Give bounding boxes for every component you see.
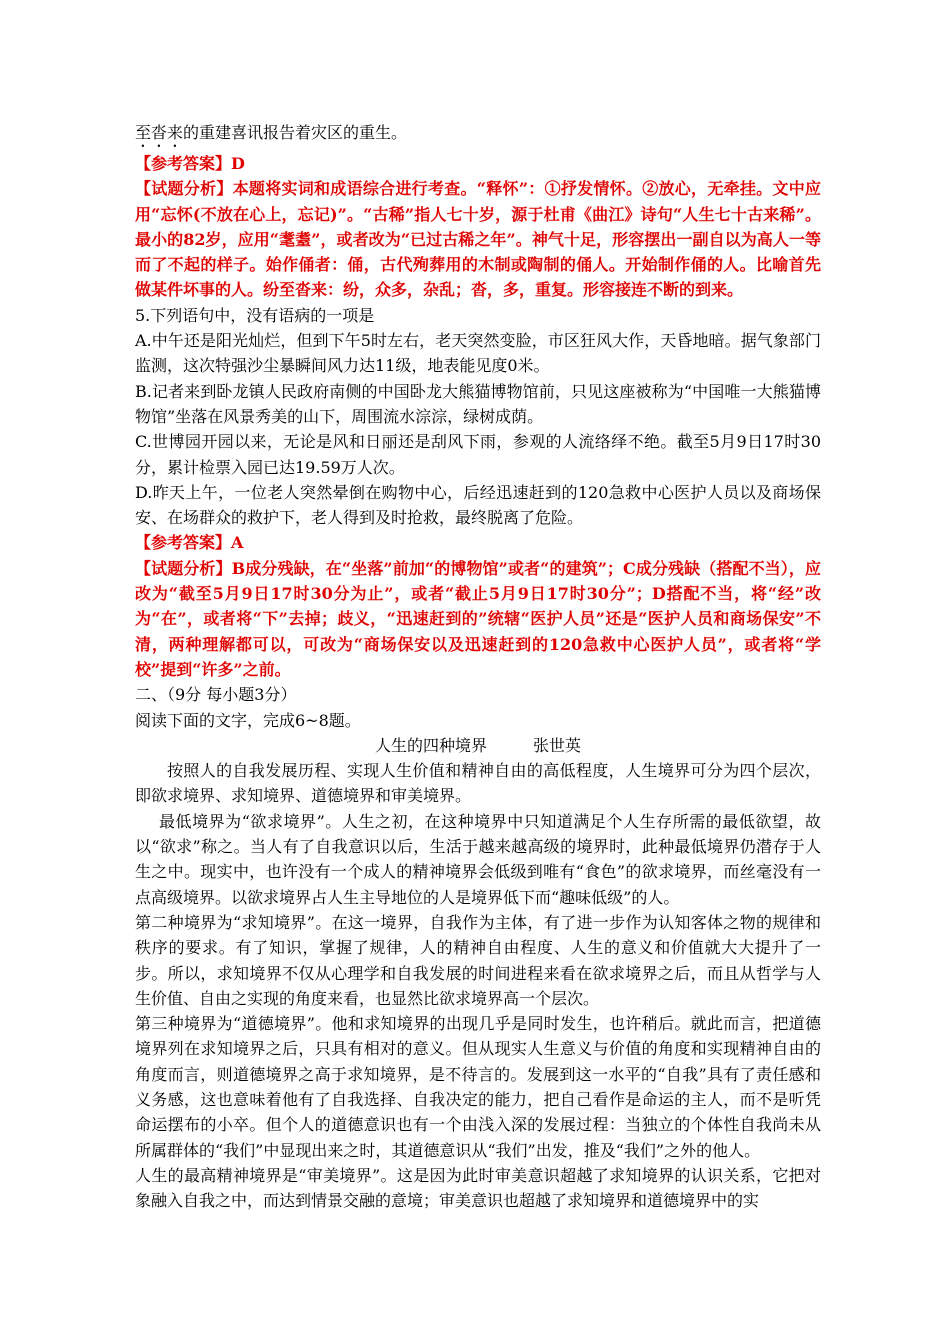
q5-option-a: A.中午还是阳光灿烂，但到下午5时左右，老天突然变脸，市区狂风大作，天昏地暗。据气象部门监测，这次特强沙尘暴瞬间风力达11级，地表能见度0米。: [135, 331, 821, 376]
article-paragraph: 第三种境界为“道德境界”。他和求知境界的出现几乎是同时发生，也许稍后。就此而言，把道德境界列在求知境界之后，只具有相对的意义。但从现实人生意义与价值的角度和实现精神自由的角度而言，则道德境界之高于求知境界，是不待言的。发展到这一水平的“自我”具有了责任感和义务感，这也意味着他有了自我选择、自我决定的能力，把自己看作是命运的主人，而不是听凭命运摆布的小卒。但个人的道德意识也有一个由浅入深的发展过程：当独立的个体性自我尚未从所属群体的“我们”中显现出来之时，其道德意识从“我们”出发，推及“我们”之外的他人。: [135, 1014, 821, 1160]
q5-option-d: D.昨天上午，一位老人突然晕倒在购物中心，后经迅速赶到的120急救中心医护人员以及商场保安、在场群众的救护下，老人得到及时抢救，最终脱离了危险。: [135, 482, 821, 528]
article-title: 人生的四种境界: [374, 735, 487, 755]
q5-answer: [135, 530, 821, 555]
q5-option-b: B.记者来到卧龙镇人民政府南侧的中国卧龙大熊猫博物馆前，只见这座被称为“中国唯一大熊猫博物馆”坐落在风景秀美的山下，周围流水淙淙，绿树成荫。: [135, 381, 821, 426]
reading-instruction: 阅读下面的文字，完成6~8题。: [135, 710, 361, 730]
article-paragraph: 第二种境界为“求知境界”。在这一境界，自我作为主体，有了进一步作为认知客体之物的规律和秩序的要求。有了知识，掌握了规律，人的精神自由程度、人生的意义和价值就大大提升了一步。所以，求知境界不仅从心理学和自我发展的时间进程来看在欲求境界之后，而且从哲学与人生价值、自由之实现的角度来看，也显然比欲求境界高一个层次。: [135, 912, 821, 1008]
q5-stem: 5.下列语句中，没有语病的一项是: [135, 305, 375, 325]
answer-value: D: [231, 154, 245, 173]
article-title-line: [135, 733, 821, 758]
answer-label: 【参考答案】: [135, 533, 232, 553]
q4-tail-text: 的重建喜讯报告着灾区的重生。: [183, 123, 408, 142]
q4-answer: [135, 151, 821, 176]
answer-label: 【参考答案】: [135, 154, 232, 173]
q5-option-c: C.世博园开园以来，无论是风和日丽还是刮风下雨，参观的人流络绎不绝。截至5月9日17时30分，累计检票入园已达19.59万人次。: [135, 432, 821, 477]
article-author: 张世英: [533, 735, 582, 755]
section-heading: 二、（9分 每小题3分）: [135, 685, 297, 705]
q4-analysis: 【试题分析】本题将实词和成语综合进行考查。“释怀”：①抒发情怀。②放心，无牵挂。文中应用“忘怀(不放在心上，忘记)”。“古稀”指人七十岁，源于杜甫《曲江》诗句“人生七十古来稀”。最小的82岁，应用“耄耋”，或者改为“已过古稀之年”。神气十足，形容摆出一副自以为高人一等而了不起的样子。始作俑者：俑，古代殉葬用的木制或陶制的俑人。开始制作俑的人。比喻首先做某件坏事的人。纷至沓来：纷，众多，杂乱；沓，多，重复。形容接连不断的到来。: [135, 179, 821, 300]
article-paragraph: 最低境界为“欲求境界”。人生之初，在这种境界中只知道满足个人生存所需的最低欲望，故以“欲求”称之。当人有了自我意识以后，生活于越来越高级的境界时，此种最低境界仍潜存于人生之中。现实中，也许没有一个成人的精神境界会低级到唯有“食色”的欲求境界，而丝毫没有一点高级境界。以欲求境界占人生主导地位的人是境界低下而“趣味低级”的人。: [135, 811, 821, 907]
article-paragraph: 人生的最高精神境界是“审美境界”。这是因为此时审美意识超越了求知境界的认识关系，它把对象融入自我之中，而达到情景交融的意境；审美意识也超越了求知境界和道德境界中的实: [135, 1165, 821, 1211]
answer-value: A: [231, 533, 244, 553]
emphasized-word: 至沓来: [135, 123, 184, 142]
q4-tail-line: [135, 120, 821, 151]
document-page: [135, 120, 821, 1213]
article-paragraph: 按照人的自我发展历程、实现人生价值和精神自由的高低程度，人生境界可分为四个层次，即欲求境界、求知境界、道德境界和审美境界。: [135, 761, 821, 806]
q5-analysis: 【试题分析】B成分残缺，在“坐落”前加“的博物馆”或者“的建筑”；C成分残缺（搭配不当），应改为“截至5月9日17时30分为止”，或者“截止5月9日17时30分”；D搭配不当，将“经”改为“在”，或者将“下”去掉；歧义，“迅速赶到的”统辖“医护人员”还是“医护人员和商场保安”不清，两种理解都可以，可改为“商场保安以及迅速赶到的120急救中心医护人员”，或者将“学校”提到“许多”之前。: [135, 558, 821, 679]
